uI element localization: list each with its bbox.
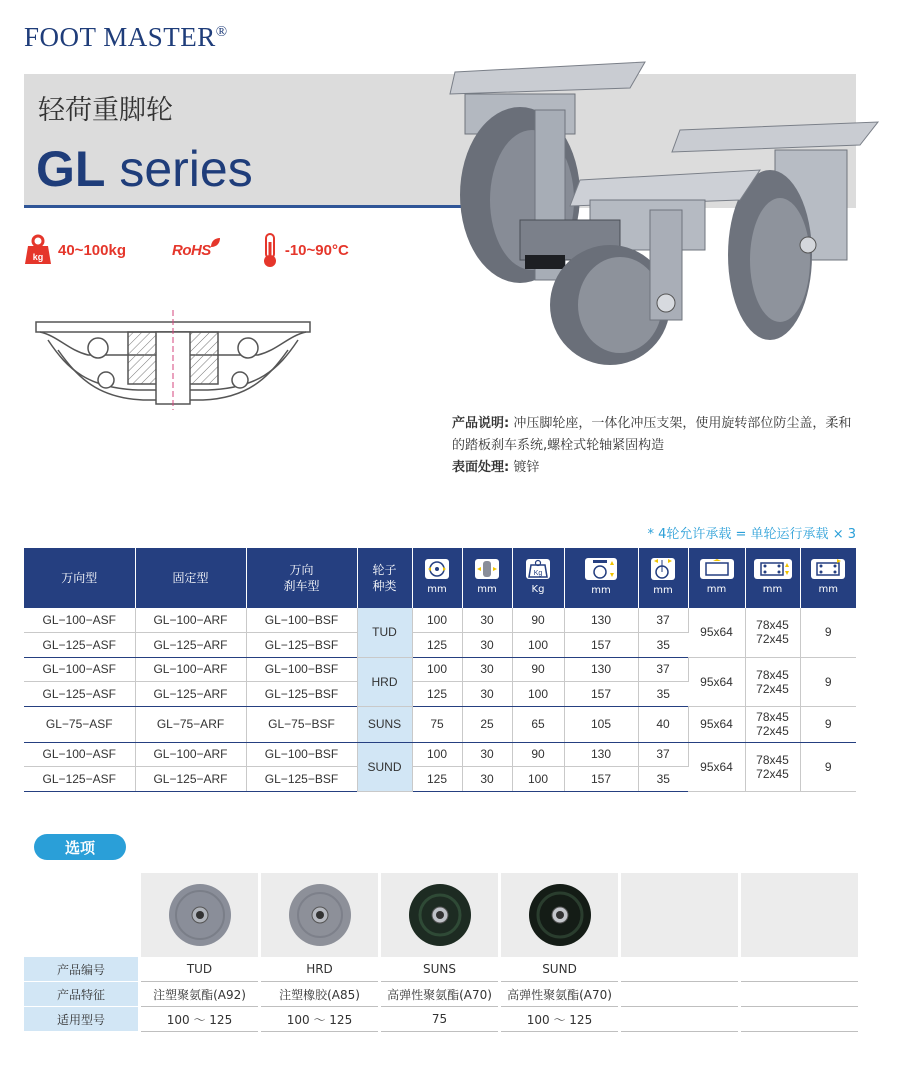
cell-offset: 35: [638, 633, 688, 658]
header-rigid: 固定型: [135, 548, 246, 608]
cell-diameter: 100: [412, 657, 462, 682]
cell-rigid: GL−75−ARF: [135, 706, 246, 742]
cell-diameter: 125: [412, 682, 462, 707]
cell-width: 30: [462, 657, 512, 682]
cell-height: 130: [564, 742, 638, 767]
cell-offset: 37: [638, 608, 688, 633]
cell-width: 30: [462, 682, 512, 707]
header-width: mm: [462, 548, 512, 608]
cell-height: 157: [564, 767, 638, 792]
cell-brake: GL−125−BSF: [246, 633, 357, 658]
header-wheel-type: 轮子 种类: [357, 548, 412, 608]
cell-height: 105: [564, 706, 638, 742]
wheel-width-icon: [474, 558, 500, 580]
cell-load: 90: [512, 657, 564, 682]
cell-plate-size: 95x64: [688, 657, 745, 706]
cell-swivel: GL−125−ASF: [24, 682, 135, 707]
cell-width: 30: [462, 767, 512, 792]
options-image-row: [24, 873, 864, 957]
header-offset: mm: [638, 548, 688, 608]
header-swivel: 万向型: [24, 548, 135, 608]
cell-height: 157: [564, 682, 638, 707]
cell-offset: 37: [638, 657, 688, 682]
cell-swivel: GL−75−ASF: [24, 706, 135, 742]
wheel-icon: [285, 880, 355, 950]
header-diameter: mm: [412, 548, 462, 608]
cell-brake: GL−100−BSF: [246, 608, 357, 633]
cell-brake: GL−125−BSF: [246, 767, 357, 792]
cell-brake: GL−125−BSF: [246, 682, 357, 707]
leaf-icon: [209, 237, 221, 249]
spec-table: [24, 548, 856, 792]
cell-load: 65: [512, 706, 564, 742]
options-code-row: 产品编号 TUD HRD SUNS SUND: [24, 957, 864, 982]
temperature-spec: -10~90°C: [261, 232, 349, 268]
bolt-hole-icon: [810, 558, 846, 580]
load-spec: kg 40~100kg: [24, 234, 126, 266]
empty-option-slot: [621, 873, 738, 957]
cell-offset: 37: [638, 742, 688, 767]
cell-bolt-spacing: 78x45 72x45: [745, 608, 800, 657]
cell-load: 100: [512, 682, 564, 707]
table-row: [24, 706, 856, 742]
cell-plate-size: 95x64: [688, 706, 745, 742]
cell-bolt-spacing: 78x45 72x45: [745, 706, 800, 742]
wheel-image-sund: [501, 873, 618, 957]
cell-wheel-type: TUD: [357, 608, 412, 657]
cell-bolt-hole: 9: [800, 608, 856, 657]
cell-swivel: GL−100−ASF: [24, 657, 135, 682]
empty-option-slot: [741, 873, 858, 957]
cell-rigid: GL−100−ARF: [135, 742, 246, 767]
thermometer-icon: [261, 232, 279, 268]
cell-width: 30: [462, 633, 512, 658]
cell-rigid: GL−125−ARF: [135, 767, 246, 792]
cell-brake: GL−100−BSF: [246, 742, 357, 767]
cell-load: 90: [512, 608, 564, 633]
spec-icons-row: [24, 228, 389, 272]
wheel-image-hrd: [261, 873, 378, 957]
table-row: [24, 742, 856, 767]
cell-load: 100: [512, 633, 564, 658]
wheel-icon: [525, 880, 595, 950]
cell-height: 130: [564, 657, 638, 682]
cell-offset: 40: [638, 706, 688, 742]
cell-rigid: GL−125−ARF: [135, 633, 246, 658]
cell-diameter: 100: [412, 742, 462, 767]
cell-offset: 35: [638, 682, 688, 707]
svg-text:kg: kg: [32, 252, 44, 262]
caster-height-icon: [584, 557, 618, 581]
cell-load: 90: [512, 742, 564, 767]
header-load: Kg Kg: [512, 548, 564, 608]
rohs-badge: RoHS: [166, 242, 221, 259]
cell-diameter: 100: [412, 608, 462, 633]
options-models-row: 适用型号 100 ～ 125 100 ～ 125 75 100 ～ 125: [24, 1007, 864, 1032]
cell-plate-size: 95x64: [688, 742, 745, 791]
subtitle-cn: 轻荷重脚轮: [38, 95, 173, 126]
caster-product-photo: [440, 50, 880, 370]
cell-swivel: GL−125−ASF: [24, 767, 135, 792]
options-title: 选项: [34, 834, 126, 860]
description-line-1: 产品说明: 冲压脚轮座，一体化冲压支架，使用旋转部位防尘盖，柔和的踏板刹车系统,螺栓式轮轴紧固构造: [452, 416, 852, 453]
wheel-image-suns: [381, 873, 498, 957]
cell-swivel: GL−100−ASF: [24, 742, 135, 767]
cell-width: 25: [462, 706, 512, 742]
cell-brake: GL−100−BSF: [246, 657, 357, 682]
header-height: mm: [564, 548, 638, 608]
header-brake: 万向 刹车型: [246, 548, 357, 608]
brand-logo: FOOT MASTER®: [24, 22, 228, 52]
cell-height: 130: [564, 608, 638, 633]
cell-wheel-type: SUNS: [357, 706, 412, 742]
cell-wheel-type: HRD: [357, 657, 412, 706]
cell-rigid: GL−100−ARF: [135, 608, 246, 633]
header-bolt-hole: mm: [800, 548, 856, 608]
load-note: * 4轮允许承载 = 单轮运行承载 × 3: [647, 527, 856, 542]
cell-offset: 35: [638, 767, 688, 792]
svg-text:Kg: Kg: [533, 570, 543, 577]
wheel-icon: [405, 880, 475, 950]
table-row: [24, 608, 856, 633]
header-rule: [24, 205, 494, 208]
options-grid: [24, 873, 864, 1032]
description-line-2: 表面处理: 镀锌: [452, 460, 540, 475]
cell-bolt-hole: 9: [800, 742, 856, 791]
product-description: [452, 413, 862, 479]
wheel-image-tud: [141, 873, 258, 957]
series-title: GL series: [36, 141, 253, 197]
table-row: [24, 657, 856, 682]
cell-plate-size: 95x64: [688, 608, 745, 657]
cell-width: 30: [462, 742, 512, 767]
header-bolt-spacing: mm: [745, 548, 800, 608]
wheel-icon: [165, 880, 235, 950]
cell-diameter: 125: [412, 633, 462, 658]
bolt-spacing-icon: [753, 558, 793, 580]
cell-height: 157: [564, 633, 638, 658]
cell-swivel: GL−125−ASF: [24, 633, 135, 658]
plate-size-icon: [699, 558, 735, 580]
cell-rigid: GL−125−ARF: [135, 682, 246, 707]
cell-width: 30: [462, 608, 512, 633]
wheel-diameter-icon: [424, 558, 450, 580]
cell-diameter: 75: [412, 706, 462, 742]
swivel-offset-icon: [650, 557, 676, 581]
cell-wheel-type: SUND: [357, 742, 412, 791]
cell-swivel: GL−100−ASF: [24, 608, 135, 633]
table-header-row: [24, 548, 856, 608]
header-plate-size: mm: [688, 548, 745, 608]
cell-diameter: 125: [412, 767, 462, 792]
options-feature-row: 产品特征 注塑聚氨酯(A92) 注塑橡胶(A85) 高弹性聚氨酯(A70) 高弹性聚氨酯(A70): [24, 982, 864, 1007]
cross-section-drawing: [28, 310, 318, 410]
cell-rigid: GL−100−ARF: [135, 657, 246, 682]
cell-bolt-hole: 9: [800, 657, 856, 706]
weight-icon: [525, 558, 551, 580]
cell-brake: GL−75−BSF: [246, 706, 357, 742]
cell-bolt-spacing: 78x45 72x45: [745, 657, 800, 706]
cell-bolt-hole: 9: [800, 706, 856, 742]
cell-bolt-spacing: 78x45 72x45: [745, 742, 800, 791]
weight-icon: [24, 234, 52, 266]
cell-load: 100: [512, 767, 564, 792]
